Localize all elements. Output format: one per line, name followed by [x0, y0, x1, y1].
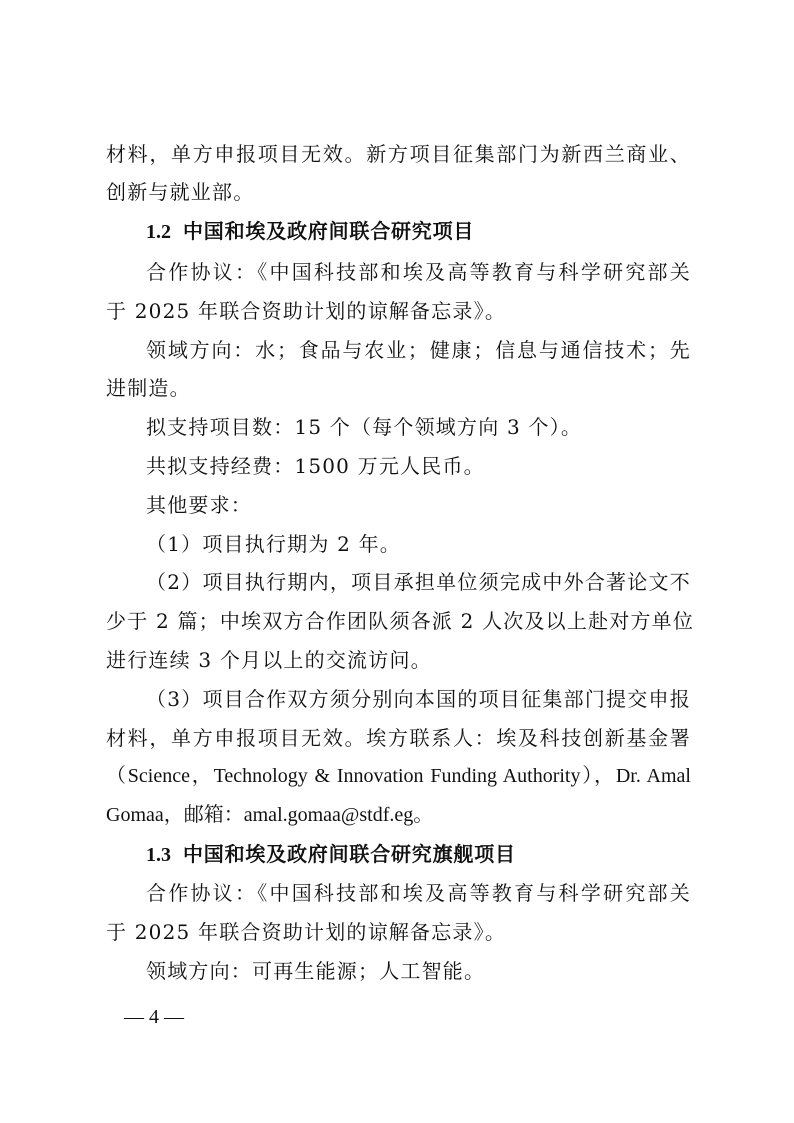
paragraph-line: 领域方向：水；食品与农业；健康；信息与通信技术；先 — [146, 338, 691, 362]
paragraph-line: 材料，单方申报项目无效。新方项目征集部门为新西兰商业、 — [106, 142, 691, 166]
paragraph-line: 合作协议：《中国科技部和埃及高等教育与科学研究部关 — [146, 260, 691, 284]
list-item: （2）项目执行期内，项目承担单位须完成中外合著论文不 — [146, 570, 691, 594]
paragraph-line: 创新与就业部。 — [106, 180, 255, 204]
section-heading-1-2 — [146, 217, 691, 246]
section-number: 1.3 — [146, 844, 171, 866]
paragraph-line: 于 2025 年联合资助计划的谅解备忘录》。 — [106, 920, 507, 944]
page-number: — 4 — — [124, 1006, 184, 1028]
paragraph-line: （Science，Technology & Innovation Funding Authority），Dr. Amal — [106, 765, 691, 787]
section-title: 中国和埃及政府间联合研究旗舰项目 — [183, 842, 516, 866]
paragraph-line: 拟支持项目数：15 个（每个领域方向 3 个）。 — [146, 415, 583, 439]
paragraph-line: 合作协议：《中国科技部和埃及高等教育与科学研究部关 — [146, 881, 691, 905]
list-item: （1）项目执行期为 2 年。 — [146, 532, 401, 556]
paragraph-line: 材料，单方申报项目无效。埃方联系人：埃及科技创新基金署 — [106, 726, 691, 750]
section-heading-1-3 — [146, 840, 691, 869]
paragraph-line: 于 2025 年联合资助计划的谅解备忘录》。 — [106, 299, 507, 323]
paragraph-line: 进制造。 — [106, 376, 191, 400]
paragraph-line: 共拟支持经费：1500 万元人民币。 — [146, 454, 485, 478]
paragraph-line: 进行连续 3 个月以上的交流访问。 — [106, 648, 432, 672]
section-number: 1.2 — [146, 221, 171, 243]
paragraph-line: Gomaa，邮箱：amal.gomaa@stdf.eg。 — [106, 804, 434, 826]
list-item: （3）项目合作双方须分别向本国的项目征集部门提交申报 — [146, 687, 691, 711]
section-title: 中国和埃及政府间联合研究项目 — [183, 219, 475, 243]
paragraph-line: 领域方向：可再生能源；人工智能。 — [146, 959, 486, 983]
paragraph-line: 少于 2 篇；中埃双方合作团队须各派 2 人次及以上赴对方单位 — [106, 609, 695, 633]
paragraph-line: 其他要求： — [146, 493, 252, 517]
